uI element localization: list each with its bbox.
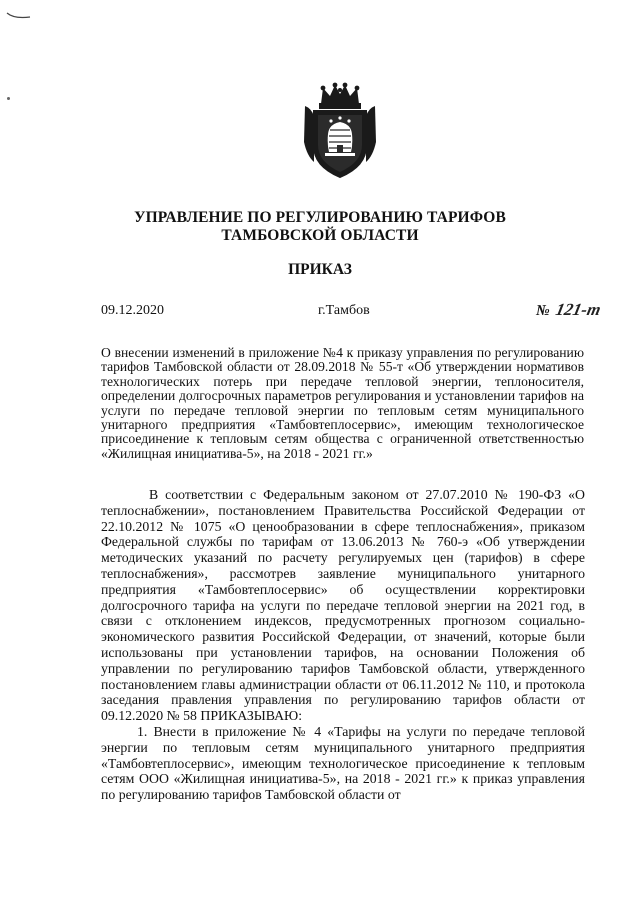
authority-title-line-1: УПРАВЛЕНИЕ ПО РЕГУЛИРОВАНИЮ ТАРИФОВ <box>134 209 506 226</box>
document-number-label: № <box>536 303 550 319</box>
document-date: 09.12.2020 <box>101 303 164 318</box>
scan-mark <box>6 10 32 20</box>
authority-title-line-2: ТАМБОВСКОЙ ОБЛАСТИ <box>221 227 419 244</box>
order-item-1: 1. Внести в приложение № 4 «Тарифы на услуги по передаче тепловой энергии по тепловым сетям муниципального унитарного предприятия «Тамбовтеплосервис», имеющим технологическое присоединение к тепловым сетям ООО «Жилищная инициатива-5», на 2018 - 2021 гг.» к приказ управления по регулированию тарифов Тамбовской области от <box>101 723 585 803</box>
document-subject: О внесении изменений в приложение №4 к приказу управления по регулированию тарифов Тамбовской области от 28.09.2018 № 55-т «Об утверждении нормативов технологических потерь при передаче тепловой энергии, теплоносителя, определении долгосрочных параметров регулирования и установлении тарифов на услуги по передаче тепловой энергии по тепловым сетям муниципального унитарного предприятия «Тамбовтеплосервис», имеющим технологическое присоединение к тепловым сетям общества с ограниченной ответственностью «Жилищная инициатива-5», на 2018 - 2021 гг.» <box>101 345 584 461</box>
body-paragraph: В соответствии с Федеральным законом от 27.07.2010 № 190-ФЗ «О теплоснабжении», постановлением Правительства Российской Федерации от 22.10.2012 № 1075 «О ценообразовании в сфере теплоснабжения», приказом Федеральной службы по тарифам от 13.06.2013 № 760-э «Об утверждении методических указаний по расчету регулируемых цен (тарифов) в сфере теплоснабжения», рассмотрев заявление муниципального унитарного предприятия «Тамбовтеплосервис» об осуществлении корректировки долгосрочного тарифа на услуги по передаче тепловой энергии на 2021 год, в связи с отклонением индексов, предусмотренных прогнозом социально-экономического развития Российской Федерации, от значений, которые были использованы при установлении тарифов, на основании Положения об управлении по регулированию тарифов Тамбовской области, утвержденного постановлением главы администрации области от 06.11.2012 № 110, и протокола заседания правления управления по регулированию тарифов области от 09.12.2020 № 58 ПРИКАЗЫВАЮ: <box>101 487 585 724</box>
document-city: г.Тамбов <box>318 303 370 318</box>
document-type-heading: ПРИКАЗ <box>288 261 352 278</box>
scan-dot <box>7 97 10 100</box>
document-body <box>101 487 585 803</box>
document-number-handwritten: 121-т <box>554 300 603 319</box>
tambov-coat-of-arms-icon <box>299 82 381 180</box>
